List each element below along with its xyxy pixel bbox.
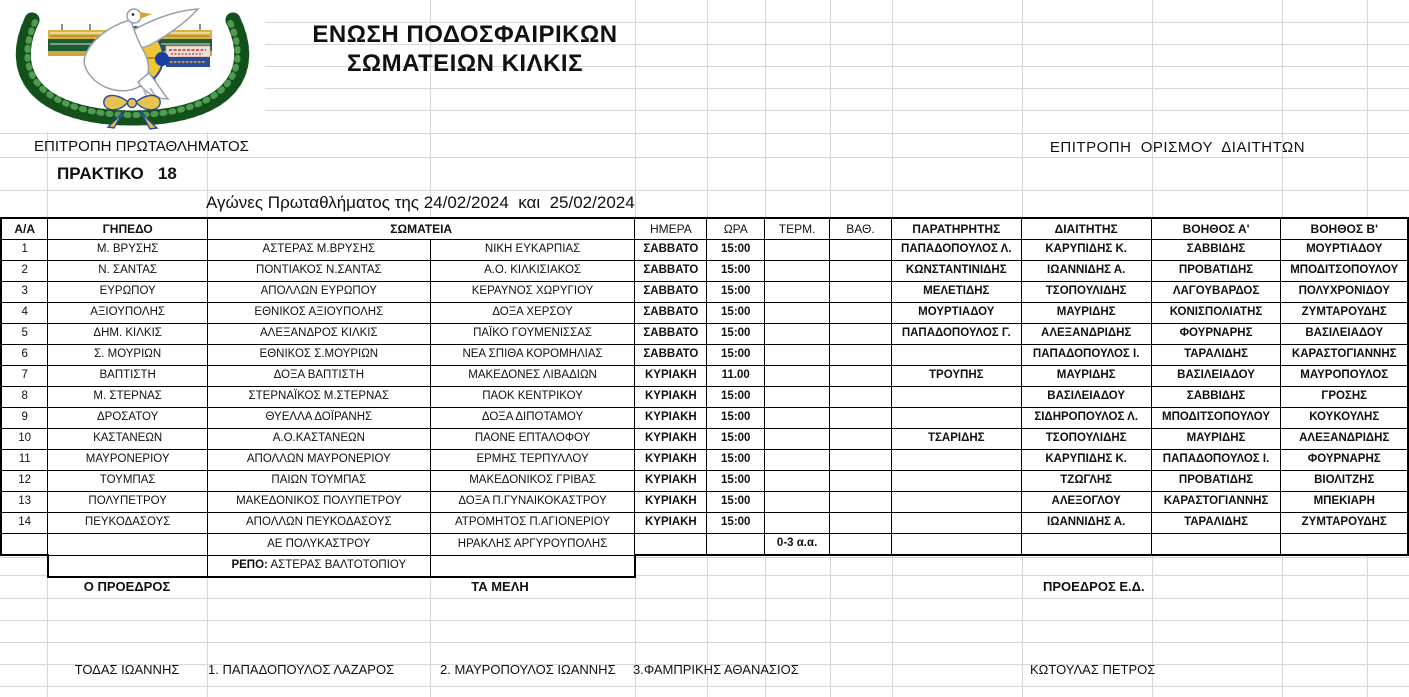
cell-score bbox=[765, 303, 830, 324]
committee-right-label: ΕΠΙΤΡΟΠΗ ΟΡΙΣΜΟΥ ΔΙΑΙΤΗΤΩΝ bbox=[1049, 139, 1306, 156]
cell-assistant1: ΦΟΥΡΝΑΡΗΣ bbox=[1151, 324, 1281, 345]
minutes-title: ΠΡΑΚΤΙΚΟ 18 bbox=[57, 164, 177, 183]
cell-home: ΘΥΕΛΛΑ ΔΟΪΡΑΝΗΣ bbox=[207, 408, 430, 429]
cell-assistant2: ΒΙΟΛΙΤΖΗΣ bbox=[1281, 471, 1408, 492]
cell-points bbox=[830, 513, 892, 534]
cell-points bbox=[830, 303, 892, 324]
cell-empty bbox=[830, 555, 892, 577]
table-header-row bbox=[1, 218, 1408, 240]
president-label: Ο ΠΡΟΕΔΡΟΣ bbox=[83, 579, 171, 594]
cell-referee: ΙΩΑΝΝΙΔΗΣ Α. bbox=[1021, 513, 1151, 534]
cell-score bbox=[765, 492, 830, 513]
cell-home: ΕΘΝΙΚΟΣ ΑΞΙΟΥΠΟΛΗΣ bbox=[207, 303, 430, 324]
cell-num: 11 bbox=[1, 450, 48, 471]
cell-venue: ΒΑΠΤΙΣΤΗ bbox=[48, 366, 208, 387]
cell-assistant1 bbox=[1151, 534, 1281, 556]
cell-day: ΚΥΡΙΑΚΗ bbox=[635, 513, 707, 534]
cell-time: 15:00 bbox=[707, 303, 765, 324]
cell-venue: ΜΑΥΡΟΝΕΡΙΟΥ bbox=[48, 450, 208, 471]
match-rows bbox=[1, 240, 1408, 577]
cell-away: ΑΤΡΟΜΗΤΟΣ Π.ΑΓΙΟΝΕΡΙΟΥ bbox=[430, 513, 635, 534]
col-header-observer: ΠΑΡΑΤΗΡΗΤΗΣ bbox=[891, 218, 1021, 240]
president-ed-name: ΚΩΤΟΥΛΑΣ ΠΕΤΡΟΣ bbox=[1030, 662, 1156, 677]
match-row bbox=[1, 429, 1408, 450]
bye-row bbox=[1, 555, 1408, 577]
cell-venue: ΠΕΥΚΟΔΑΣΟΥΣ bbox=[48, 513, 208, 534]
cell-assistant2: ΜΠΕΚΙΑΡΗ bbox=[1281, 492, 1408, 513]
cell-num: 5 bbox=[1, 324, 48, 345]
cell-venue bbox=[48, 534, 208, 556]
cell-day: ΣΑΒΒΑΤΟ bbox=[635, 282, 707, 303]
cell-num bbox=[1, 555, 48, 577]
cell-away: ΜΑΚΕΔΟΝΕΣ ΛΙΒΑΔΙΩΝ bbox=[430, 366, 635, 387]
cell-referee: ΤΣΟΠΟΥΛΙΔΗΣ bbox=[1021, 282, 1151, 303]
cell-assistant1: ΣΑΒΒΙΔΗΣ bbox=[1151, 387, 1281, 408]
cell-away: ΚΕΡΑΥΝΟΣ ΧΩΡΥΓΙΟΥ bbox=[430, 282, 635, 303]
cell-bye-team: ΡΕΠΟ: ΑΣΤΕΡΑΣ ΒΑΛΤΟΤΟΠΙΟΥ bbox=[207, 555, 430, 577]
cell-time: 11.00 bbox=[707, 366, 765, 387]
cell-score bbox=[765, 261, 830, 282]
cell-observer bbox=[891, 345, 1021, 366]
cell-time: 15:00 bbox=[707, 450, 765, 471]
cell-observer bbox=[891, 387, 1021, 408]
cell-home: Α.Ο.ΚΑΣΤΑΝΕΩΝ bbox=[207, 429, 430, 450]
cell-num: 8 bbox=[1, 387, 48, 408]
cell-num: 14 bbox=[1, 513, 48, 534]
col-header-time: ΩΡΑ bbox=[707, 218, 765, 240]
cell-assistant2: ΒΑΣΙΛΕΙΑΔΟΥ bbox=[1281, 324, 1408, 345]
cell-venue: ΑΞΙΟΥΠΟΛΗΣ bbox=[48, 303, 208, 324]
cell-time: 15:00 bbox=[707, 240, 765, 261]
cell-num: 2 bbox=[1, 261, 48, 282]
cell-referee bbox=[1021, 534, 1151, 556]
cell-score bbox=[765, 240, 830, 261]
cell-away: ΝΙΚΗ ΕΥΚΑΡΠΙΑΣ bbox=[430, 240, 635, 261]
cell-assistant1: ΛΑΓΟΥΒΑΡΔΟΣ bbox=[1151, 282, 1281, 303]
cell-day: ΣΑΒΒΑΤΟ bbox=[635, 261, 707, 282]
cell-num: 4 bbox=[1, 303, 48, 324]
cell-observer: ΤΣΑΡΙΔΗΣ bbox=[891, 429, 1021, 450]
cell-assistant1: ΠΑΠΑΔΟΠΟΥΛΟΣ Ι. bbox=[1151, 450, 1281, 471]
cell-points bbox=[830, 240, 892, 261]
cell-observer bbox=[891, 408, 1021, 429]
cell-away: ΠΑΟΚ ΚΕΝΤΡΙΚΟΥ bbox=[430, 387, 635, 408]
cell-num: 13 bbox=[1, 492, 48, 513]
col-header-num: Α/Α bbox=[1, 218, 48, 240]
cell-time: 15:00 bbox=[707, 324, 765, 345]
cell-observer bbox=[891, 492, 1021, 513]
cell-day: ΚΥΡΙΑΚΗ bbox=[635, 408, 707, 429]
cell-time: 15:00 bbox=[707, 471, 765, 492]
cell-home: ΠΑΙΩΝ ΤΟΥΜΠΑΣ bbox=[207, 471, 430, 492]
match-row-extra bbox=[1, 534, 1408, 556]
cell-away: ΠΑΟΝΕ ΕΠΤΑΛΟΦΟΥ bbox=[430, 429, 635, 450]
cell-score bbox=[765, 324, 830, 345]
match-row bbox=[1, 240, 1408, 261]
cell-assistant1: ΚΟΝΙΣΠΟΛΙΑΤΗΣ bbox=[1151, 303, 1281, 324]
member-name-3: 3.ΦΑΜΠΡΙΚΗΣ ΑΘΑΝΑΣΙΟΣ bbox=[633, 662, 799, 677]
cell-referee: ΜΑΥΡΙΔΗΣ bbox=[1021, 303, 1151, 324]
cell-time: 15:00 bbox=[707, 282, 765, 303]
cell-points bbox=[830, 534, 892, 556]
cell-assistant1: ΜΠΟΔΙΤΣΟΠΟΥΛΟΥ bbox=[1151, 408, 1281, 429]
match-row bbox=[1, 387, 1408, 408]
cell-home: ΠΟΝΤΙΑΚΟΣ Ν.ΣΑΝΤΑΣ bbox=[207, 261, 430, 282]
col-header-teams: ΣΩΜΑΤΕΙΑ bbox=[207, 218, 634, 240]
cell-num: 12 bbox=[1, 471, 48, 492]
cell-points bbox=[830, 408, 892, 429]
cell-day: ΣΑΒΒΑΤΟ bbox=[635, 303, 707, 324]
cell-referee: ΑΛΕΞΑΝΔΡΙΔΗΣ bbox=[1021, 324, 1151, 345]
cell-venue: ΤΟΥΜΠΑΣ bbox=[48, 471, 208, 492]
cell-points bbox=[830, 324, 892, 345]
cell-day: ΚΥΡΙΑΚΗ bbox=[635, 387, 707, 408]
cell-home: ΑΠΟΛΛΩΝ ΕΥΡΩΠΟΥ bbox=[207, 282, 430, 303]
cell-assistant2: ΖΥΜΤΑΡΟΥΔΗΣ bbox=[1281, 303, 1408, 324]
cell-home: ΑΕ ΠΟΛΥΚΑΣΤΡΟΥ bbox=[207, 534, 430, 556]
cell-assistant1: ΠΡΟΒΑΤΙΔΗΣ bbox=[1151, 261, 1281, 282]
cell-assistant2: ΑΛΕΞΑΝΔΡΙΔΗΣ bbox=[1281, 429, 1408, 450]
cell-away: ΠΑΪΚΟ ΓΟΥΜΕΝΙΣΣΑΣ bbox=[430, 324, 635, 345]
cell-observer: ΠΑΠΑΔΟΠΟΥΛΟΣ Γ. bbox=[891, 324, 1021, 345]
col-header-day: ΗΜΕΡΑ bbox=[635, 218, 707, 240]
cell-venue: ΕΥΡΩΠΟΥ bbox=[48, 282, 208, 303]
cell-observer: ΜΟΥΡΤΙΑΔΟΥ bbox=[891, 303, 1021, 324]
cell-venue: Ν. ΣΑΝΤΑΣ bbox=[48, 261, 208, 282]
cell-points bbox=[830, 429, 892, 450]
cell-assistant1: ΚΑΡΑΣΤΟΓΙΑΝΝΗΣ bbox=[1151, 492, 1281, 513]
cell-score bbox=[765, 282, 830, 303]
cell-observer bbox=[891, 534, 1021, 556]
cell-score bbox=[765, 345, 830, 366]
cell-assistant1: ΤΑΡΑΛΙΔΗΣ bbox=[1151, 345, 1281, 366]
matches-subtitle: Αγώνες Πρωταθλήματος της 24/02/2024 και 25/02/2024 bbox=[206, 193, 635, 212]
cell-time bbox=[707, 534, 765, 556]
cell-referee: ΣΙΔΗΡΟΠΟΥΛΟΣ Λ. bbox=[1021, 408, 1151, 429]
cell-venue: Μ. ΣΤΕΡΝΑΣ bbox=[48, 387, 208, 408]
cell-day: ΚΥΡΙΑΚΗ bbox=[635, 366, 707, 387]
committee-left-label: ΕΠΙΤΡΟΠΗ ΠΡΩΤΑΘΛΗΜΑΤΟΣ bbox=[34, 138, 249, 155]
cell-referee: ΠΑΠΑΔΟΠΟΥΛΟΣ Ι. bbox=[1021, 345, 1151, 366]
cell-num: 7 bbox=[1, 366, 48, 387]
member-name-1: 1. ΠΑΠΑΔΟΠΟΥΛΟΣ ΛΑΖΑΡΟΣ bbox=[208, 662, 395, 677]
col-header-venue: ΓΗΠΕΔΟ bbox=[48, 218, 208, 240]
match-row bbox=[1, 366, 1408, 387]
cell-empty bbox=[1151, 555, 1281, 577]
cell-venue: ΠΟΛΥΠΕΤΡΟΥ bbox=[48, 492, 208, 513]
federation-logo bbox=[0, 0, 265, 132]
cell-empty bbox=[707, 555, 765, 577]
cell-day: ΣΑΒΒΑΤΟ bbox=[635, 345, 707, 366]
cell-num bbox=[1, 534, 48, 556]
cell-empty bbox=[1021, 555, 1151, 577]
cell-points bbox=[830, 387, 892, 408]
cell-day: ΚΥΡΙΑΚΗ bbox=[635, 450, 707, 471]
president-ed-label: ΠΡΟΕΔΡΟΣ Ε.Δ. bbox=[1043, 579, 1145, 594]
cell-home: ΔΟΞΑ ΒΑΠΤΙΣΤΗ bbox=[207, 366, 430, 387]
cell-observer: ΠΑΠΑΔΟΠΟΥΛΟΣ Λ. bbox=[891, 240, 1021, 261]
match-row bbox=[1, 513, 1408, 534]
cell-day: ΚΥΡΙΑΚΗ bbox=[635, 492, 707, 513]
page-title-line2: ΣΩΜΑΤΕΙΩΝ ΚΙΛΚΙΣ bbox=[347, 50, 583, 77]
cell-observer: ΜΕΛΕΤΙΔΗΣ bbox=[891, 282, 1021, 303]
cell-time: 15:00 bbox=[707, 513, 765, 534]
cell-home: ΣΤΕΡΝΑΪΚΟΣ Μ.ΣΤΕΡΝΑΣ bbox=[207, 387, 430, 408]
cell-referee: ΒΑΣΙΛΕΙΑΔΟΥ bbox=[1021, 387, 1151, 408]
cell-home: ΑΠΟΛΛΩΝ ΠΕΥΚΟΔΑΣΟΥΣ bbox=[207, 513, 430, 534]
cell-num: 3 bbox=[1, 282, 48, 303]
member-name-2: 2. ΜΑΥΡΟΠΟΥΛΟΣ ΙΩΑΝΝΗΣ bbox=[440, 662, 616, 677]
cell-day: ΣΑΒΒΑΤΟ bbox=[635, 240, 707, 261]
match-row bbox=[1, 345, 1408, 366]
cell-num: 1 bbox=[1, 240, 48, 261]
match-row bbox=[1, 261, 1408, 282]
cell-score bbox=[765, 429, 830, 450]
cell-points bbox=[830, 492, 892, 513]
cell-points bbox=[830, 471, 892, 492]
cell-away: ΜΑΚΕΔΟΝΙΚΟΣ ΓΡΙΒΑΣ bbox=[430, 471, 635, 492]
cell-referee: ΑΛΕΞΟΓΛΟΥ bbox=[1021, 492, 1151, 513]
cell-assistant2: ΓΡΟΣΗΣ bbox=[1281, 387, 1408, 408]
cell-observer bbox=[891, 471, 1021, 492]
cell-assistant2 bbox=[1281, 534, 1408, 556]
cell-assistant2: ΜΟΥΡΤΙΑΔΟΥ bbox=[1281, 240, 1408, 261]
cell-away: ΝΕΑ ΣΠΙΘΑ ΚΟΡΟΜΗΛΙΑΣ bbox=[430, 345, 635, 366]
cell-venue: ΔΗΜ. ΚΙΛΚΙΣ bbox=[48, 324, 208, 345]
cell-home: ΜΑΚΕΔΟΝΙΚΟΣ ΠΟΛΥΠΕΤΡΟΥ bbox=[207, 492, 430, 513]
cell-num: 6 bbox=[1, 345, 48, 366]
cell-day: ΣΑΒΒΑΤΟ bbox=[635, 324, 707, 345]
cell-venue: ΚΑΣΤΑΝΕΩΝ bbox=[48, 429, 208, 450]
col-header-points: ΒΑΘ. bbox=[830, 218, 892, 240]
cell-empty bbox=[1281, 555, 1408, 577]
cell-num: 9 bbox=[1, 408, 48, 429]
cell-home: ΑΛΕΞΑΝΔΡΟΣ ΚΙΛΚΙΣ bbox=[207, 324, 430, 345]
cell-points bbox=[830, 366, 892, 387]
cell-venue: Μ. ΒΡΥΣΗΣ bbox=[48, 240, 208, 261]
cell-observer: ΚΩΝΣΤΑΝΤΙΝΙΔΗΣ bbox=[891, 261, 1021, 282]
cell-referee: ΚΑΡΥΠΙΔΗΣ Κ. bbox=[1021, 450, 1151, 471]
cell-time: 15:00 bbox=[707, 387, 765, 408]
cell-points bbox=[830, 282, 892, 303]
cell-assistant1: ΣΑΒΒΙΔΗΣ bbox=[1151, 240, 1281, 261]
cell-score: 0-3 α.α. bbox=[765, 534, 830, 556]
match-row bbox=[1, 450, 1408, 471]
cell-away: Α.Ο. ΚΙΛΚΙΣΙΑΚΟΣ bbox=[430, 261, 635, 282]
match-row bbox=[1, 492, 1408, 513]
cell-venue: Σ. ΜΟΥΡΙΩΝ bbox=[48, 345, 208, 366]
cell-away bbox=[430, 555, 635, 577]
bye-label: ΡΕΠΟ: bbox=[231, 558, 268, 571]
cell-score bbox=[765, 450, 830, 471]
cell-assistant2: ΜΑΥΡΟΠΟΥΛΟΣ bbox=[1281, 366, 1408, 387]
cell-points bbox=[830, 450, 892, 471]
cell-assistant1: ΜΑΥΡΙΔΗΣ bbox=[1151, 429, 1281, 450]
cell-assistant1: ΒΑΣΙΛΕΙΑΔΟΥ bbox=[1151, 366, 1281, 387]
cell-referee: ΜΑΥΡΙΔΗΣ bbox=[1021, 366, 1151, 387]
cell-assistant2: ΦΟΥΡΝΑΡΗΣ bbox=[1281, 450, 1408, 471]
cell-score bbox=[765, 408, 830, 429]
col-header-referee: ΔΙΑΙΤΗΤΗΣ bbox=[1021, 218, 1151, 240]
cell-day: ΚΥΡΙΑΚΗ bbox=[635, 471, 707, 492]
cell-away: ΔΟΞΑ Π.ΓΥΝΑΙΚΟΚΑΣΤΡΟΥ bbox=[430, 492, 635, 513]
col-header-score: ΤΕΡΜ. bbox=[765, 218, 830, 240]
cell-observer bbox=[891, 450, 1021, 471]
cell-day bbox=[635, 534, 707, 556]
cell-day: ΚΥΡΙΑΚΗ bbox=[635, 429, 707, 450]
cell-observer bbox=[891, 513, 1021, 534]
cell-venue: ΔΡΟΣΑΤΟΥ bbox=[48, 408, 208, 429]
cell-score bbox=[765, 366, 830, 387]
cell-score bbox=[765, 471, 830, 492]
cell-assistant2: ΖΥΜΤΑΡΟΥΔΗΣ bbox=[1281, 513, 1408, 534]
col-header-assistant1: ΒΟΗΘΟΣ Α' bbox=[1151, 218, 1281, 240]
cell-away: ΔΟΞΑ ΧΕΡΣΟΥ bbox=[430, 303, 635, 324]
cell-referee: ΚΑΡΥΠΙΔΗΣ Κ. bbox=[1021, 240, 1151, 261]
cell-observer: ΤΡΟΥΠΗΣ bbox=[891, 366, 1021, 387]
cell-points bbox=[830, 261, 892, 282]
cell-assistant1: ΠΡΟΒΑΤΙΔΗΣ bbox=[1151, 471, 1281, 492]
cell-assistant2: ΚΟΥΚΟΥΛΗΣ bbox=[1281, 408, 1408, 429]
cell-referee: ΙΩΑΝΝΙΔΗΣ Α. bbox=[1021, 261, 1151, 282]
match-row bbox=[1, 324, 1408, 345]
match-row bbox=[1, 282, 1408, 303]
cell-num: 10 bbox=[1, 429, 48, 450]
col-header-assistant2: ΒΟΗΘΟΣ Β' bbox=[1281, 218, 1408, 240]
cell-empty bbox=[891, 555, 1021, 577]
match-table bbox=[0, 217, 1409, 578]
cell-home: ΑΣΤΕΡΑΣ Μ.ΒΡΥΣΗΣ bbox=[207, 240, 430, 261]
match-row bbox=[1, 471, 1408, 492]
cell-away: ΕΡΜΗΣ ΤΕΡΠΥΛΛΟΥ bbox=[430, 450, 635, 471]
cell-score bbox=[765, 387, 830, 408]
cell-empty bbox=[635, 555, 707, 577]
cell-time: 15:00 bbox=[707, 492, 765, 513]
cell-home: ΕΘΝΙΚΟΣ Σ.ΜΟΥΡΙΩΝ bbox=[207, 345, 430, 366]
cell-away: ΗΡΑΚΛΗΣ ΑΡΓΥΡΟΥΠΟΛΗΣ bbox=[430, 534, 635, 556]
cell-assistant2: ΜΠΟΔΙΤΣΟΠΟΥΛΟΥ bbox=[1281, 261, 1408, 282]
cell-home: ΑΠΟΛΛΩΝ ΜΑΥΡΟΝΕΡΙΟΥ bbox=[207, 450, 430, 471]
president-name: ΤΟΔΑΣ ΙΩΑΝΝΗΣ bbox=[74, 662, 180, 677]
cell-referee: ΤΖΩΓΛΗΣ bbox=[1021, 471, 1151, 492]
cell-score bbox=[765, 513, 830, 534]
cell-assistant2: ΠΟΛΥΧΡΟΝΙΔΟΥ bbox=[1281, 282, 1408, 303]
cell-points bbox=[830, 345, 892, 366]
cell-empty bbox=[765, 555, 830, 577]
members-label: ΤΑ ΜΕΛΗ bbox=[471, 579, 529, 594]
cell-referee: ΤΣΟΠΟΥΛΙΔΗΣ bbox=[1021, 429, 1151, 450]
cell-time: 15:00 bbox=[707, 429, 765, 450]
match-row bbox=[1, 303, 1408, 324]
page-title-line1: ΕΝΩΣΗ ΠΟΔΟΣΦΑΙΡΙΚΩΝ bbox=[312, 21, 618, 48]
cell-assistant1: ΤΑΡΑΛΙΔΗΣ bbox=[1151, 513, 1281, 534]
cell-time: 15:00 bbox=[707, 261, 765, 282]
cell-venue bbox=[48, 555, 208, 577]
match-row bbox=[1, 408, 1408, 429]
cell-time: 15:00 bbox=[707, 345, 765, 366]
cell-assistant2: ΚΑΡΑΣΤΟΓΙΑΝΝΗΣ bbox=[1281, 345, 1408, 366]
cell-away: ΔΟΞΑ ΔΙΠΟΤΑΜΟΥ bbox=[430, 408, 635, 429]
cell-time: 15:00 bbox=[707, 408, 765, 429]
